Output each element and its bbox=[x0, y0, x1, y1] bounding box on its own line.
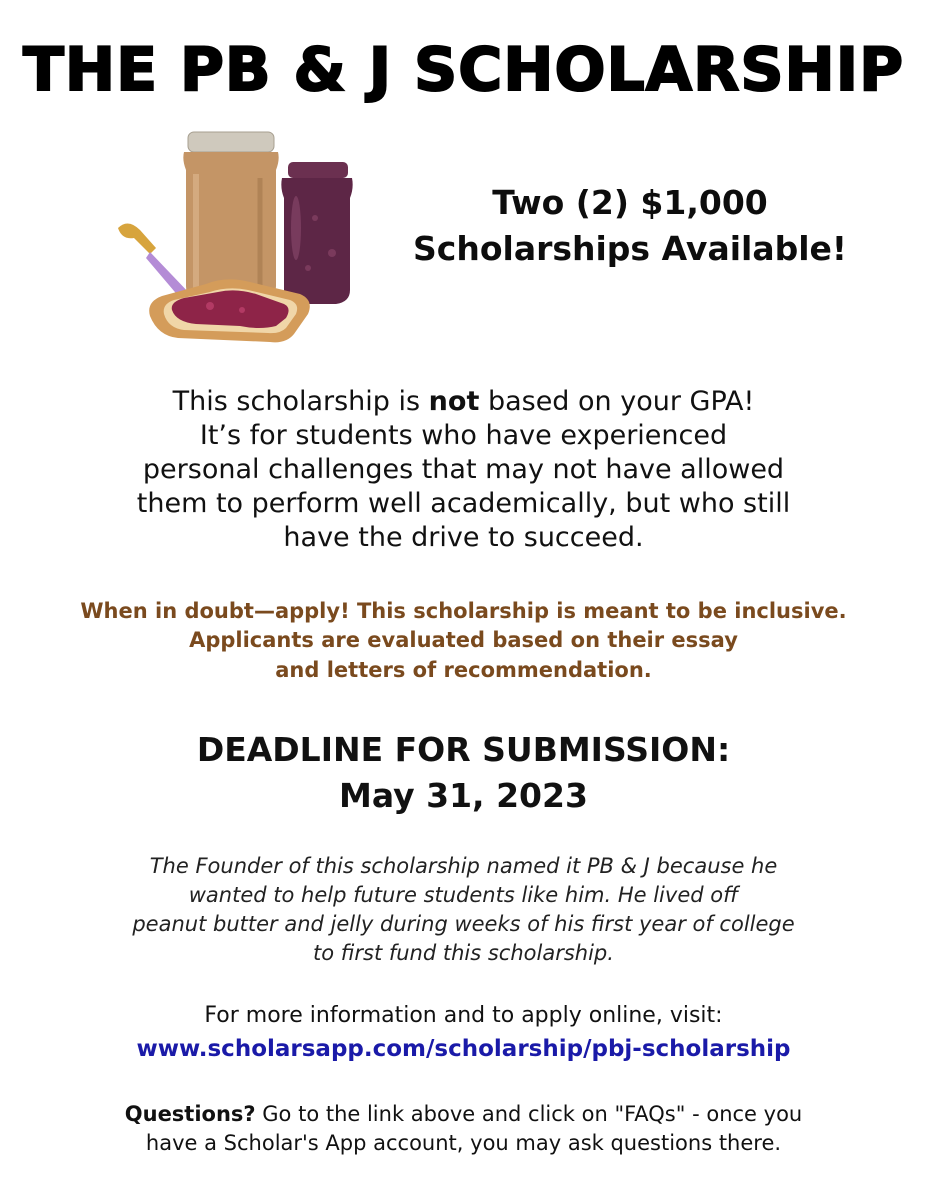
questions-block bbox=[0, 1100, 927, 1159]
intro-line-4: them to perform well academically, but who still bbox=[136, 488, 791, 520]
founder-line-2: wanted to help future students like him. He lived off bbox=[188, 882, 739, 907]
jelly-jar-icon bbox=[281, 162, 352, 304]
intro-line-2: It’s for students who have experienced bbox=[199, 420, 728, 452]
more-info-text: For more information and to apply online, visit: bbox=[204, 1003, 723, 1028]
founder-line-1: The Founder of this scholarship named it PB & J because he bbox=[149, 854, 778, 878]
founder-line-3: peanut butter and jelly during weeks of his first year of college bbox=[132, 911, 795, 936]
deadline-date: May 31, 2023 bbox=[339, 776, 588, 816]
questions-label: Questions? bbox=[124, 1102, 256, 1126]
inclusive-line-2: Applicants are evaluated based on their essay bbox=[189, 628, 738, 653]
founder-line-4: to first fund this scholarship. bbox=[313, 940, 614, 965]
flyer-title: THE PB & J SCHOLARSHIP bbox=[22, 35, 905, 105]
award-headline bbox=[390, 180, 870, 271]
award-amount: Two (2) $1,000 bbox=[492, 183, 768, 222]
questions-line-2: have a Scholar's App account, you may ask questions there. bbox=[145, 1131, 782, 1156]
intro-emphasis: not bbox=[428, 386, 480, 417]
intro-line-1-end: based on your GPA! bbox=[479, 386, 755, 417]
deadline-label: DEADLINE FOR SUBMISSION: bbox=[196, 730, 731, 769]
pbj-illustration bbox=[110, 118, 360, 358]
inclusive-line-1: When in doubt—apply! This scholarship is meant to be inclusive. bbox=[80, 599, 847, 623]
inclusive-line-3: and letters of recommendation. bbox=[275, 657, 652, 682]
deadline-block bbox=[0, 727, 927, 819]
intro-line-3: personal challenges that may not have allowed bbox=[142, 454, 785, 486]
intro-paragraph bbox=[0, 385, 927, 555]
intro-line-1 bbox=[0, 385, 927, 419]
questions-line-1 bbox=[0, 1100, 927, 1129]
founder-story bbox=[0, 852, 927, 968]
apply-link[interactable]: www.scholarsapp.com/scholarship/pbj-scholarship bbox=[136, 1036, 791, 1062]
intro-line-5: have the drive to succeed. bbox=[283, 522, 644, 554]
inclusive-note bbox=[0, 597, 927, 685]
peanut-butter-jar-icon bbox=[183, 132, 278, 302]
intro-line-1-start: This scholarship is bbox=[172, 386, 429, 417]
questions-line-1-rest: Go to the link above and click on "FAQs" - once you bbox=[255, 1102, 803, 1126]
award-availability: Scholarships Available! bbox=[413, 228, 847, 268]
